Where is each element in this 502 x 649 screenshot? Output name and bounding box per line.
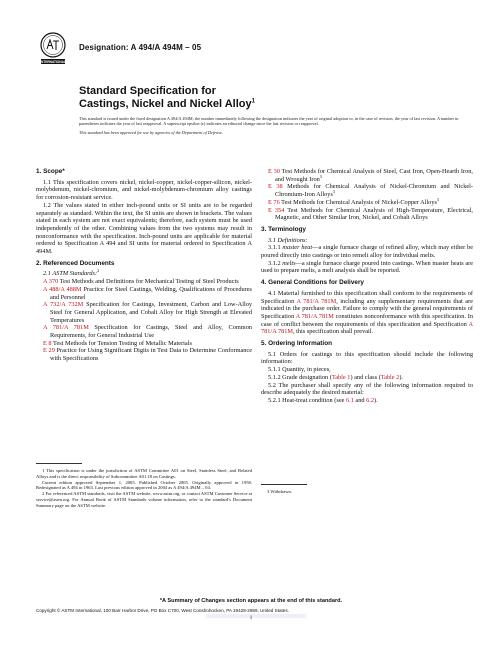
reference-link[interactable]: E 76 — [268, 198, 280, 206]
reference-item: E 38 Methods for Chemical Analysis of Nickel-Chromium and Nickel-Chromium-Iron Alloys$^3$ — [268, 183, 474, 199]
reference-link[interactable]: A 781/A 781M — [43, 324, 89, 332]
left-column — [36, 168, 252, 363]
reference-link[interactable]: A 488/A 488M — [43, 285, 82, 293]
paragraph-5-2: 5.2 The purchaser shall specify any of the following information required to describe adequately the desired material: — [261, 381, 473, 397]
section-scope-title: 1. Scope* — [36, 168, 65, 175]
reference-item: A 370 Test Methods and Definitions for Mechanical Testing of Steel Products — [43, 278, 239, 286]
copyright-line: Copyright © ASTM International, 100 Barr Harbor Drive, PO Box C700, West Conshohocken, PA 19428-2959, United States. — [36, 608, 289, 613]
footnotes — [36, 468, 252, 509]
reference-item: E 29 Practice for Using Significant Digits in Test Data to Determine Conformance with Specifications — [43, 347, 252, 363]
reference-item: E 76 Test Methods for Chemical Analysis of Nickel-Copper Alloys$^3$ — [268, 196, 439, 206]
title-line-2: Castings, Nickel and Nickel Alloy$^1$ — [79, 98, 255, 110]
designation: Designation: A 494/A 494M – 05 — [79, 43, 202, 52]
summary-of-changes-note: *A Summary of Changes section appears at the end of this standard. — [159, 598, 343, 604]
ref-link-a781[interactable]: A 781/A 781M — [261, 320, 473, 336]
paragraph-4-1: 4.1 Material furnished to this specification shall conform to the requirements of Specification A 781/A 781M, including any supplementary requirements that are indicated in the purchase order. Failure to comply with the general requirements of Specification A 781/A 781M constitutes nonconformance with this specification. In case of conflict between the requirements of this specification and Specification A 781/A 781M, this specification shall prevail. — [261, 289, 474, 336]
paragraph-3-1-2: 3.1.2 melts—a single furnace charge poured into castings. When master heats are used to prepare melts, a melt analysis shall be reported. — [261, 259, 474, 275]
issuance-notice: This standard is issued under the fixed designation A 494/A 494M; the number immediately following the designation indicates the year of original adoption or, in the case of revision, the year of last revision. A number in parentheses indicates the year of last reapproval. A superscript epsilon (ε) indicates an editorial change since the last revision or reapproval. — [79, 116, 459, 127]
reference-link[interactable]: E 29 — [43, 347, 55, 355]
paragraph-5-2-1: 5.2.1 Heat-treat condition (see 6.1 and 6.2). — [268, 396, 378, 404]
reference-link[interactable]: E 30 — [268, 168, 280, 175]
paragraph-5-1-1: 5.1.1 Quantity, in pieces, — [268, 366, 331, 374]
paragraph-2-1: 2.1 ASTM Standards:$^2$ — [43, 268, 100, 278]
ref-link-a781[interactable]: A 781/A 781M — [296, 297, 337, 305]
astm-logo-icon — [40, 32, 66, 66]
section-terminology-title: 3. Terminology — [261, 225, 306, 233]
page-title — [79, 85, 255, 111]
section-delivery-title: 4. General Conditions for Delivery — [261, 279, 364, 287]
paragraph-3-1-1: 3.1.1 master heat—a single furnace charge of refined alloy, which may either be poured directly into castings or into remelt alloy for individual melts. — [261, 244, 473, 260]
astm-reference-list — [36, 278, 252, 363]
title-footnote-mark: 1 — [251, 98, 255, 105]
footnote-divider-right — [261, 484, 307, 485]
ref-link-table-1[interactable]: Table 1 — [331, 373, 351, 381]
reference-item: A 488/A 488M Practice for Steel Castings, Welding, Qualifications of Procedures and Personnel — [43, 285, 252, 301]
paragraph-3-1: 3.1 Definitions: — [268, 236, 308, 244]
footnote-2: 2 For referenced ASTM standards, visit the ASTM website, www.astm.org, or contact ASTM Customer Service at service@astm.org. For Annual Book of ASTM Standards volume information, refer to the standard's Document Summary page on the ASTM website. — [36, 491, 252, 508]
ref-link-a781[interactable]: A 781/A 781M — [295, 312, 334, 320]
reference-item: E 30 Test Methods for Chemical Analysis of Steel, Cast Iron, Open-Hearth Iron, and Wrought Iron$^3$ — [268, 168, 473, 183]
ref-link-table-2[interactable]: Table 2 — [380, 373, 400, 381]
astm-reference-list-continued — [261, 168, 473, 222]
standard-notice — [79, 116, 459, 135]
right-column — [261, 168, 473, 405]
reference-item: A 732/A 732M Specification for Castings, Investment, Carbon and Low-Alloy Steel for General Application, and Cobalt Alloy for High Strength at Elevated Temperatures — [43, 301, 252, 324]
paragraph-1-2: 1.2 The values stated in either inch-pound units or SI units are to be regarded separately as standard. Within the text, the SI units are shown in brackets. The values stated in each system are not exact equivalents; therefore, each system must be used independently of the other. Combining values from the two systems may result in nonconformance with the specification. Inch-pound units are applicable for material ordered to Specification A 494 and SI units for material ordered to Specification A 494M. — [36, 201, 252, 256]
footnote-1: 1 This specification is under the jurisdiction of ASTM Committee A01 on Steel, Stainless Steel, and Related Alloys and is the direct responsibility of Subcommittee A01.18 on Castings. — [36, 468, 252, 479]
reference-link[interactable]: A 732/A 732M — [43, 301, 84, 309]
paragraph-5-1: 5.1 Orders for castings to this specification should include the following information: — [261, 350, 473, 366]
ref-link-6-1[interactable]: 6.1 — [345, 396, 354, 404]
footnote-1-edition: Current edition approved September 1, 2005. Published October 2005. Originally approved in 1958. Redesignated as A 494 in 1963. Last previous edition approved in 2004 as A 494/A 494M – 04. — [36, 479, 252, 491]
reference-item: A 781/A 781M Specification for Castings, Steel and Alloy, Common Requirements, for General Industrial Use — [43, 324, 252, 340]
section-referenced-documents-title: 2. Referenced Documents — [36, 259, 115, 267]
logo-text: INTERNATIONAL — [40, 60, 66, 64]
reference-link[interactable]: E 38 — [268, 183, 283, 191]
title-line-1: Standard Specification for — [79, 85, 216, 97]
reference-link[interactable]: E 354 — [268, 206, 285, 214]
reference-item: E 8 Test Methods for Tension Testing of Metallic Materials — [43, 339, 192, 347]
dod-approval-note: This standard has been approved for use by agencies of the Department of Defense. — [79, 129, 223, 135]
paragraph-5-1-2: 5.1.2 Grade designation (Table 1) and class (Table 2). — [268, 373, 403, 381]
reference-link[interactable]: A 370 — [43, 278, 59, 286]
footnote-divider — [36, 463, 82, 464]
reference-item: E 354 Test Methods for Chemical Analysis of High-Temperature, Electrical, Magnetic, and Other Similar Iron, Nickel, and Cobalt Alloys — [268, 206, 473, 222]
paragraph-1-1: 1.1 This specification covers nickel, nickel-copper, nickel-copper-silicon, nickel-molybdenum, nickel-chromium, and nickel-molybdenum-chromium alloy castings for corrosion-resistant service. — [36, 178, 252, 202]
ref-link-6-2[interactable]: 6.2 — [366, 396, 374, 404]
footnote-3: 3 Withdrawn. — [267, 489, 292, 494]
page-number: 1 — [249, 616, 253, 621]
reference-link[interactable]: E 8 — [43, 339, 52, 347]
section-ordering-title: 5. Ordering Information — [261, 340, 333, 348]
